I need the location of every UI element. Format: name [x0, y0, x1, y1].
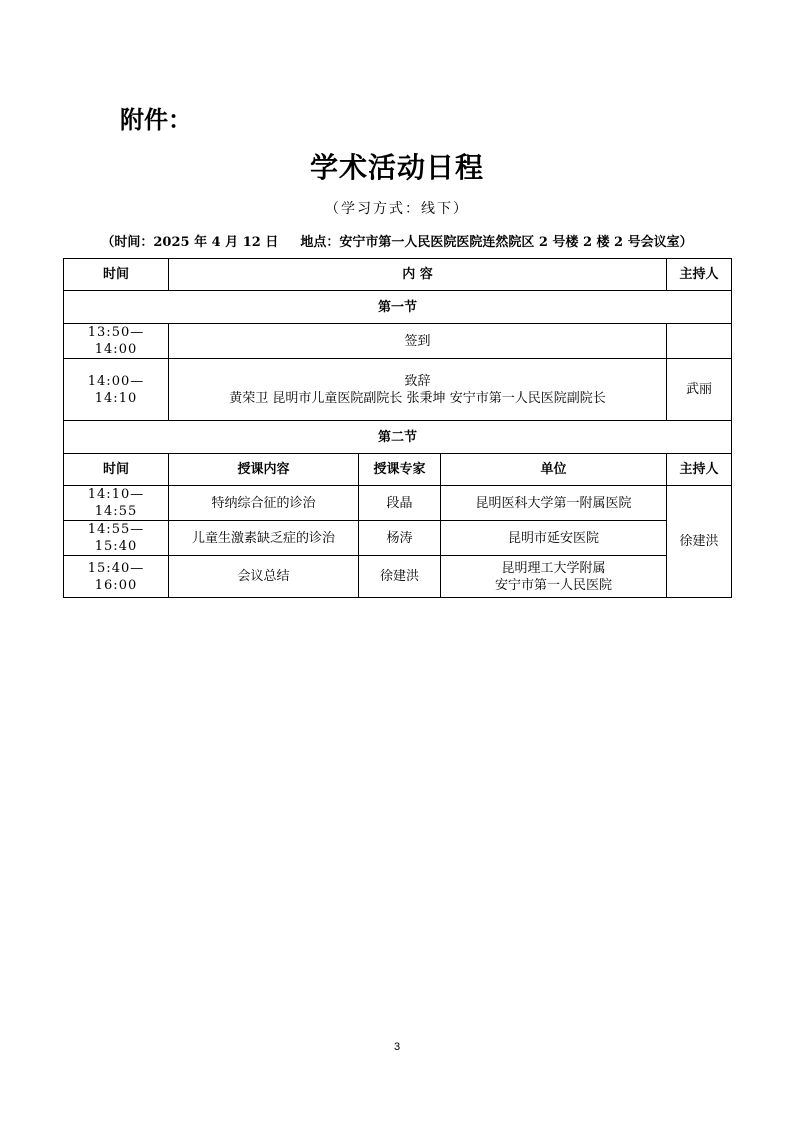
row-expert: 杨涛: [359, 521, 441, 556]
page-title: 学术活动日程: [309, 151, 484, 184]
header-unit: 单位: [441, 454, 667, 486]
unit-line-1: 昆明理工大学附属: [501, 560, 606, 576]
table-row: [64, 486, 732, 521]
header-topic: 授课内容: [169, 454, 359, 486]
section1-title: 第一节: [64, 291, 732, 324]
row-time: 14:00—14:10: [64, 359, 169, 421]
row-time: 14:55—15:40: [64, 521, 169, 556]
header-content: 内 容: [169, 259, 667, 291]
learning-mode: （学习方式：线下）: [325, 201, 469, 217]
attachment-label: 附件：: [120, 106, 192, 134]
row-content: [169, 359, 667, 421]
row-unit: [441, 556, 667, 598]
header-time: 时间: [64, 259, 169, 291]
row-time: 15:40—16:00: [64, 556, 169, 598]
page-number: 3: [393, 1041, 401, 1053]
row-time: 13:50—14:00: [64, 324, 169, 359]
section2-host: 徐建洪: [667, 486, 732, 598]
table-header-row: [64, 259, 732, 291]
row-host: [667, 324, 732, 359]
header-time: 时间: [64, 454, 169, 486]
row-unit: 昆明医科大学第一附属医院: [441, 486, 667, 521]
header-host: 主持人: [667, 454, 732, 486]
row-topic: 会议总结: [169, 556, 359, 598]
row-expert: 徐建洪: [359, 556, 441, 598]
row-unit: 昆明市延安医院: [441, 521, 667, 556]
header-expert: 授课专家: [359, 454, 441, 486]
speech-title: 致辞: [404, 373, 431, 389]
table-row: [64, 324, 732, 359]
row-topic: 儿童生激素缺乏症的诊治: [169, 521, 359, 556]
row-content: 签到: [169, 324, 667, 359]
table-row: [64, 359, 732, 421]
speech-speakers: 黄荣卫 昆明市儿童医院副院长 张秉坤 安宁市第一人民医院副院长: [229, 390, 606, 406]
section-row: [64, 291, 732, 324]
unit-line-2: 安宁市第一人民医院: [495, 577, 613, 593]
section2-header-row: [64, 454, 732, 486]
section-row: [64, 421, 732, 454]
row-time: 14:10—14:55: [64, 486, 169, 521]
event-info: [0, 231, 794, 250]
header-host: 主持人: [667, 259, 732, 291]
event-location: 地点：安宁市第一人民医院医院连然院区 2 号楼 2 楼 2 号会议室）: [300, 235, 693, 250]
row-topic: 特纳综合征的诊治: [169, 486, 359, 521]
section2-title: 第二节: [64, 421, 732, 454]
event-time: （时间：2025 年 4 月 12 日: [101, 235, 279, 250]
schedule-table: [63, 258, 732, 598]
table-row: [64, 521, 732, 556]
table-row: [64, 556, 732, 598]
row-host: 武丽: [667, 359, 732, 421]
row-expert: 段晶: [359, 486, 441, 521]
